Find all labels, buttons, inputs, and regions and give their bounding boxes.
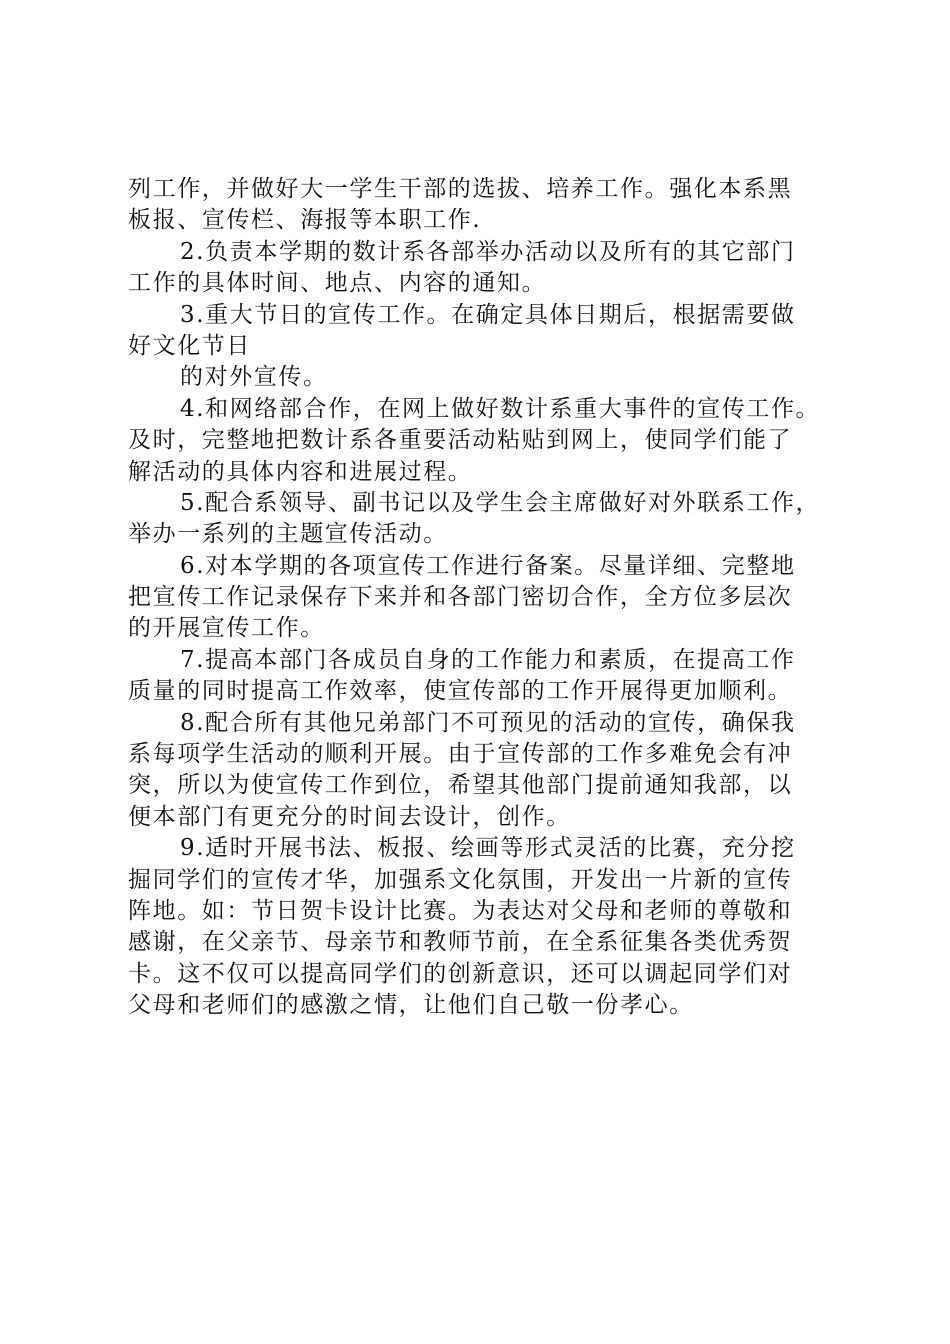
text-line: 解活动的具体内容和进展过程。 [128, 458, 473, 485]
text-line: 的对外宣传。 [180, 364, 328, 391]
text-line: 4.和网络部合作，在网上做好数计系重大事件的宣传工作。 [180, 395, 821, 422]
text-line: 5.配合系领导、副书记以及学生会主席做好对外联系工作， [180, 489, 821, 516]
text-line: 好文化节日 [128, 332, 251, 359]
text-line: 掘同学们的宣传才华，加强系文化氛围，开发出一片新的宣传 [128, 866, 793, 893]
text-line: 父母和老师们的感激之情，让他们自己敬一份孝心。 [128, 992, 694, 1019]
text-line: 7.提高本部门各成员自身的工作能力和素质，在提高工作 [180, 646, 796, 673]
text-line: 卡。这不仅可以提高同学们的创新意识，还可以调起同学们对 [128, 960, 793, 987]
text-line: 举办一系列的主题宣传活动。 [128, 521, 448, 548]
text-line: 及时，完整地把数计系各重要活动粘贴到网上，使同学们能了 [128, 427, 793, 454]
text-line: 3.重大节日的宣传工作。在确定具体日期后，根据需要做 [180, 301, 796, 328]
text-line: 质量的同时提高工作效率，使宣传部的工作开展得更加顺利。 [128, 678, 793, 705]
text-line: 感谢，在父亲节、母亲节和教师节前，在全系征集各类优秀贺 [128, 929, 793, 956]
text-line: 把宣传工作记录保存下来并和各部门密切合作，全方位多层次 [128, 584, 793, 611]
document-body [128, 174, 838, 1022]
text-line: 工作的具体时间、地点、内容的通知。 [128, 270, 547, 297]
text-line: 2.负责本学期的数计系各部举办活动以及所有的其它部门 [180, 238, 796, 265]
text-line: 8.配合所有其他兄弟部门不可预见的活动的宣传，确保我 [180, 709, 796, 736]
text-line: 突，所以为使宣传工作到位，希望其他部门提前通知我部，以 [128, 772, 793, 799]
text-line: 6.对本学期的各项宣传工作进行备案。尽量详细、完整地 [180, 552, 796, 579]
text-line: 便本部门有更充分的时间去设计，创作。 [128, 803, 571, 830]
text-line: 的开展宣传工作。 [128, 615, 325, 642]
text-line: 系每项学生活动的顺利开展。由于宣传部的工作多难免会有冲 [128, 741, 793, 768]
text-line: 列工作，并做好大一学生干部的选拔、培养工作。强化本系黑 [128, 176, 793, 202]
text-line: 板报、宣传栏、海报等本职工作. [128, 207, 482, 234]
text-line: 阵地。如：节日贺卡设计比赛。为表达对父母和老师的尊敬和 [128, 897, 793, 924]
text-line: 9.适时开展书法、板报、绘画等形式灵活的比赛，充分挖 [180, 835, 796, 862]
